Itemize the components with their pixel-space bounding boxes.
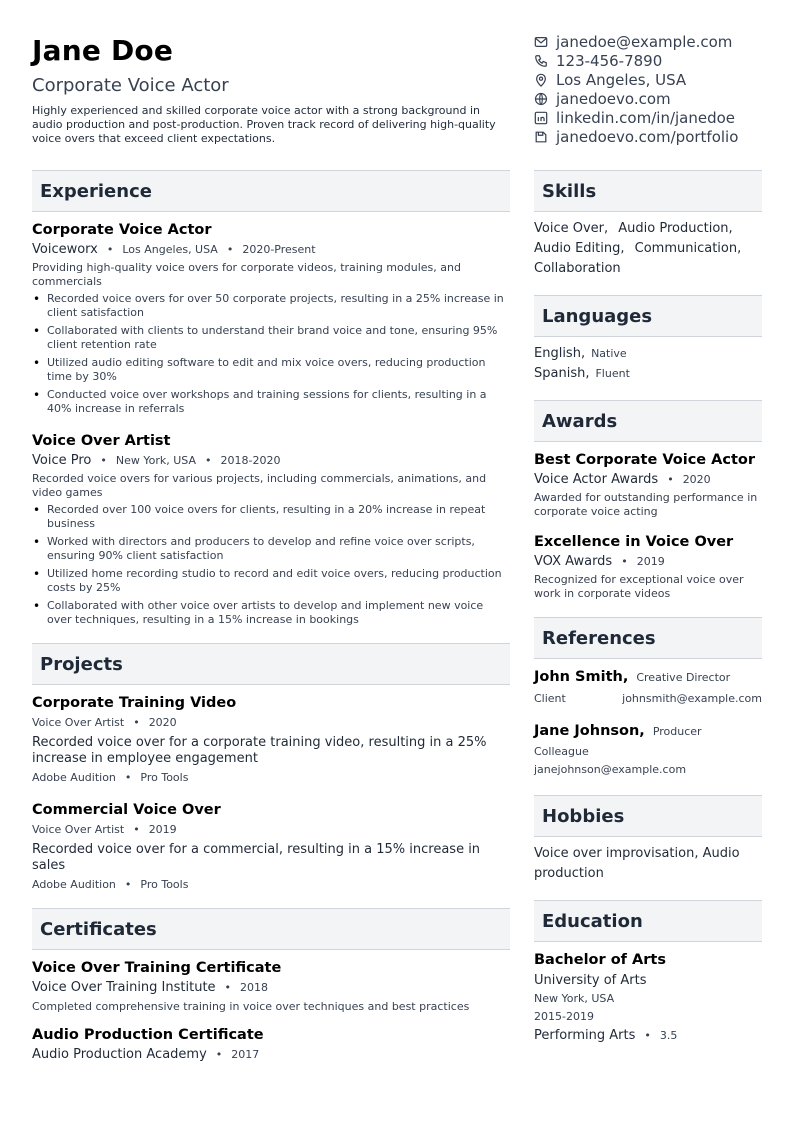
certificate-year: 2017: [231, 1048, 260, 1061]
phone-icon: [534, 54, 548, 68]
separator-dot: •: [106, 243, 114, 256]
job-title: Corporate Voice Actor: [32, 222, 212, 238]
project-meta: [32, 822, 510, 838]
award-description: Awarded for outstanding performance in corporate voice acting: [534, 491, 758, 518]
tool-tag: Pro Tools: [140, 878, 189, 891]
reference-email[interactable]: janejohnson@example.com: [534, 763, 687, 776]
award-item: [534, 533, 762, 601]
certificate-meta: [32, 980, 510, 996]
contact-phone[interactable]: [534, 51, 784, 70]
project-title: Commercial Voice Over: [32, 802, 221, 818]
tool-tag: Adobe Audition: [32, 771, 116, 784]
project-meta: [32, 715, 510, 731]
awards-heading: Awards: [534, 400, 762, 442]
language-level: Fluent: [595, 367, 630, 380]
bullet-item: • Conducted voice over workshops and training sessions for clients, resulting in a 40% increase in referrals: [32, 388, 510, 416]
reference-name: Jane Johnson,: [534, 723, 645, 739]
separator-dot: •: [224, 981, 232, 994]
project-year: 2019: [148, 823, 177, 836]
education-gpa: 3.5: [659, 1029, 678, 1042]
skills-heading: Skills: [534, 170, 762, 212]
left-column: [32, 170, 510, 1063]
tool-tag: Pro Tools: [140, 771, 189, 784]
email-text: janedoe@example.com: [556, 32, 733, 51]
certificate-title: Audio Production Certificate: [32, 1027, 264, 1043]
certificate-issuer: Voice Over Training Institute: [32, 980, 216, 995]
bullet-item: • Utilized audio editing software to edit and mix voice overs, reducing production time by 30%: [32, 356, 510, 384]
company: Voiceworx: [32, 242, 98, 257]
experience-item: [32, 432, 510, 627]
references-heading: References: [534, 617, 762, 659]
separator-dot: •: [205, 454, 212, 467]
reference-details: [534, 690, 762, 708]
separator-dot: •: [667, 473, 674, 486]
hobbies-list: Voice over improvisation, Audio production: [534, 846, 740, 881]
bullet-item: • Recorded voice overs for over 50 corporate projects, resulting in a 25% increase in client satisfaction: [32, 292, 510, 320]
mail-icon: [534, 35, 548, 49]
linkedin-icon: [534, 111, 548, 125]
award-year: 2019: [636, 555, 665, 568]
projects-heading: Projects: [32, 643, 510, 685]
job-title: Voice Over Artist: [32, 433, 171, 449]
skill-item: Voice Over,: [534, 221, 609, 236]
language-name: English,: [534, 346, 586, 361]
job-meta: [32, 242, 510, 258]
summary: Highly experienced and skilled corporate voice actor with a strong background in audio production and post-production. Proven track record of delivering high-quality voice overs that exceed client expectations.: [32, 104, 496, 145]
contact-portfolio[interactable]: [534, 127, 784, 146]
award-item: [534, 451, 762, 519]
hobbies-heading: Hobbies: [534, 795, 762, 837]
degree: Bachelor of Arts: [534, 952, 666, 968]
education-item: [534, 951, 762, 1044]
candidate-name: Jane Doe: [32, 34, 174, 67]
education-heading: Education: [534, 900, 762, 942]
resume-header: [32, 34, 510, 146]
language-name: Spanish,: [534, 366, 590, 381]
job-location: New York, USA: [115, 454, 196, 467]
reference-relation: Client: [534, 692, 566, 705]
certificate-item: [32, 1026, 510, 1063]
location-pin-icon: [534, 73, 548, 87]
education-field: Performing Arts: [534, 1028, 636, 1043]
skills-list: [534, 219, 762, 279]
job-dates: 2020-Present: [242, 243, 316, 256]
bullet-item: • Recorded over 100 voice overs for clients, resulting in a 20% increase in repeat business: [32, 503, 510, 531]
reference-email[interactable]: johnsmith@example.com: [622, 692, 762, 705]
school: University of Arts: [534, 973, 647, 988]
contact-block: [534, 32, 784, 146]
separator-dot: •: [124, 771, 132, 784]
award-issuer: VOX Awards: [534, 554, 613, 569]
project-tools: [32, 878, 510, 892]
job-description: Providing high-quality voice overs for corporate videos, training modules, and commercials: [32, 261, 461, 288]
education-dates: 2015-2019: [534, 1010, 594, 1023]
language-item: [534, 344, 762, 364]
award-meta: [534, 472, 762, 488]
certificates-heading: Certificates: [32, 908, 510, 950]
separator-dot: •: [621, 555, 628, 568]
certificate-title: Voice Over Training Certificate: [32, 960, 282, 976]
project-item: [32, 801, 510, 892]
location-text: Los Angeles, USA: [556, 70, 687, 89]
skill-item: Communication,: [634, 241, 742, 256]
project-tools: [32, 771, 510, 785]
reference-role: Creative Director: [636, 671, 731, 684]
project-title: Corporate Training Video: [32, 695, 237, 711]
bullet-item: • Collaborated with clients to understand their brand voice and tone, ensuring 95% client retention rate: [32, 324, 510, 352]
separator-dot: •: [133, 716, 140, 729]
separator-dot: •: [133, 823, 140, 836]
skill-item: Collaboration: [534, 261, 621, 276]
separator-dot: •: [215, 1048, 223, 1061]
portfolio-text: janedoevo.com/portfolio: [556, 127, 739, 146]
bullet-item: • Worked with directors and producers to develop and refine voice over scripts, ensuring 90% client satisfaction: [32, 535, 510, 563]
reference-header: [534, 722, 762, 741]
project-description: Recorded voice over for a commercial, resulting in a 15% increase in sales: [32, 842, 481, 873]
website-text: janedoevo.com: [556, 89, 671, 108]
job-description: Recorded voice overs for various projects, including commercials, animations, and video games: [32, 472, 487, 499]
reference-item: [534, 722, 762, 779]
contact-location: [534, 70, 784, 89]
separator-dot: •: [124, 878, 132, 891]
education-location: New York, USA: [534, 992, 615, 1005]
award-title: Excellence in Voice Over: [534, 534, 734, 550]
award-year: 2020: [682, 473, 711, 486]
reference-item: [534, 668, 762, 708]
project-description: Recorded voice over for a corporate training video, resulting in a 25% increase in employee engagement: [32, 735, 487, 766]
reference-name: John Smith,: [534, 669, 629, 685]
project-year: 2020: [148, 716, 177, 729]
globe-icon: [534, 92, 548, 106]
certificate-meta: [32, 1047, 510, 1063]
languages-heading: Languages: [534, 295, 762, 337]
job-dates: 2018-2020: [220, 454, 281, 467]
languages-list: [534, 344, 762, 384]
education-field-line: [534, 1028, 762, 1044]
separator-dot: •: [226, 243, 234, 256]
certificate-item: [32, 959, 510, 1014]
skill-item: Audio Editing,: [534, 241, 625, 256]
project-role: Voice Over Artist: [32, 823, 125, 836]
reference-relation: Colleague: [534, 745, 589, 758]
experience-heading: Experience: [32, 170, 510, 212]
contact-website[interactable]: [534, 89, 784, 108]
bullet-item: • Collaborated with other voice over artists to develop and implement new voice over techniques, resulting in a 15% increase in bookings: [32, 599, 510, 627]
company: Voice Pro: [32, 453, 92, 468]
separator-dot: •: [644, 1029, 651, 1042]
reference-role: Producer: [652, 725, 702, 738]
award-meta: [534, 554, 762, 570]
job-bullets: [32, 292, 510, 416]
right-column: [534, 170, 762, 1044]
portfolio-icon: [534, 130, 548, 144]
reference-header: [534, 668, 762, 687]
award-description: Recognized for exceptional voice over work in corporate videos: [534, 573, 744, 600]
certificate-year: 2018: [240, 981, 269, 994]
award-title: Best Corporate Voice Actor: [534, 452, 756, 468]
job-bullets: [32, 503, 510, 627]
project-item: [32, 694, 510, 785]
contact-linkedin[interactable]: [534, 108, 784, 127]
experience-item: [32, 221, 510, 416]
linkedin-text: linkedin.com/in/janedoe: [556, 108, 736, 127]
contact-email[interactable]: [534, 32, 784, 51]
phone-text: 123-456-7890: [556, 51, 663, 70]
language-level: Native: [591, 347, 627, 360]
skill-item: Audio Production,: [618, 221, 733, 236]
bullet-item: • Utilized home recording studio to record and edit voice overs, reducing production costs by 25%: [32, 567, 510, 595]
certificate-issuer: Audio Production Academy: [32, 1047, 207, 1062]
certificate-description: Completed comprehensive training in voice over techniques and best practices: [32, 1000, 470, 1013]
candidate-role: Corporate Voice Actor: [32, 75, 229, 96]
tool-tag: Adobe Audition: [32, 878, 116, 891]
separator-dot: •: [100, 454, 107, 467]
language-item: [534, 364, 762, 384]
job-location: Los Angeles, USA: [122, 243, 218, 256]
job-meta: [32, 453, 510, 469]
award-issuer: Voice Actor Awards: [534, 472, 659, 487]
project-role: Voice Over Artist: [32, 716, 125, 729]
